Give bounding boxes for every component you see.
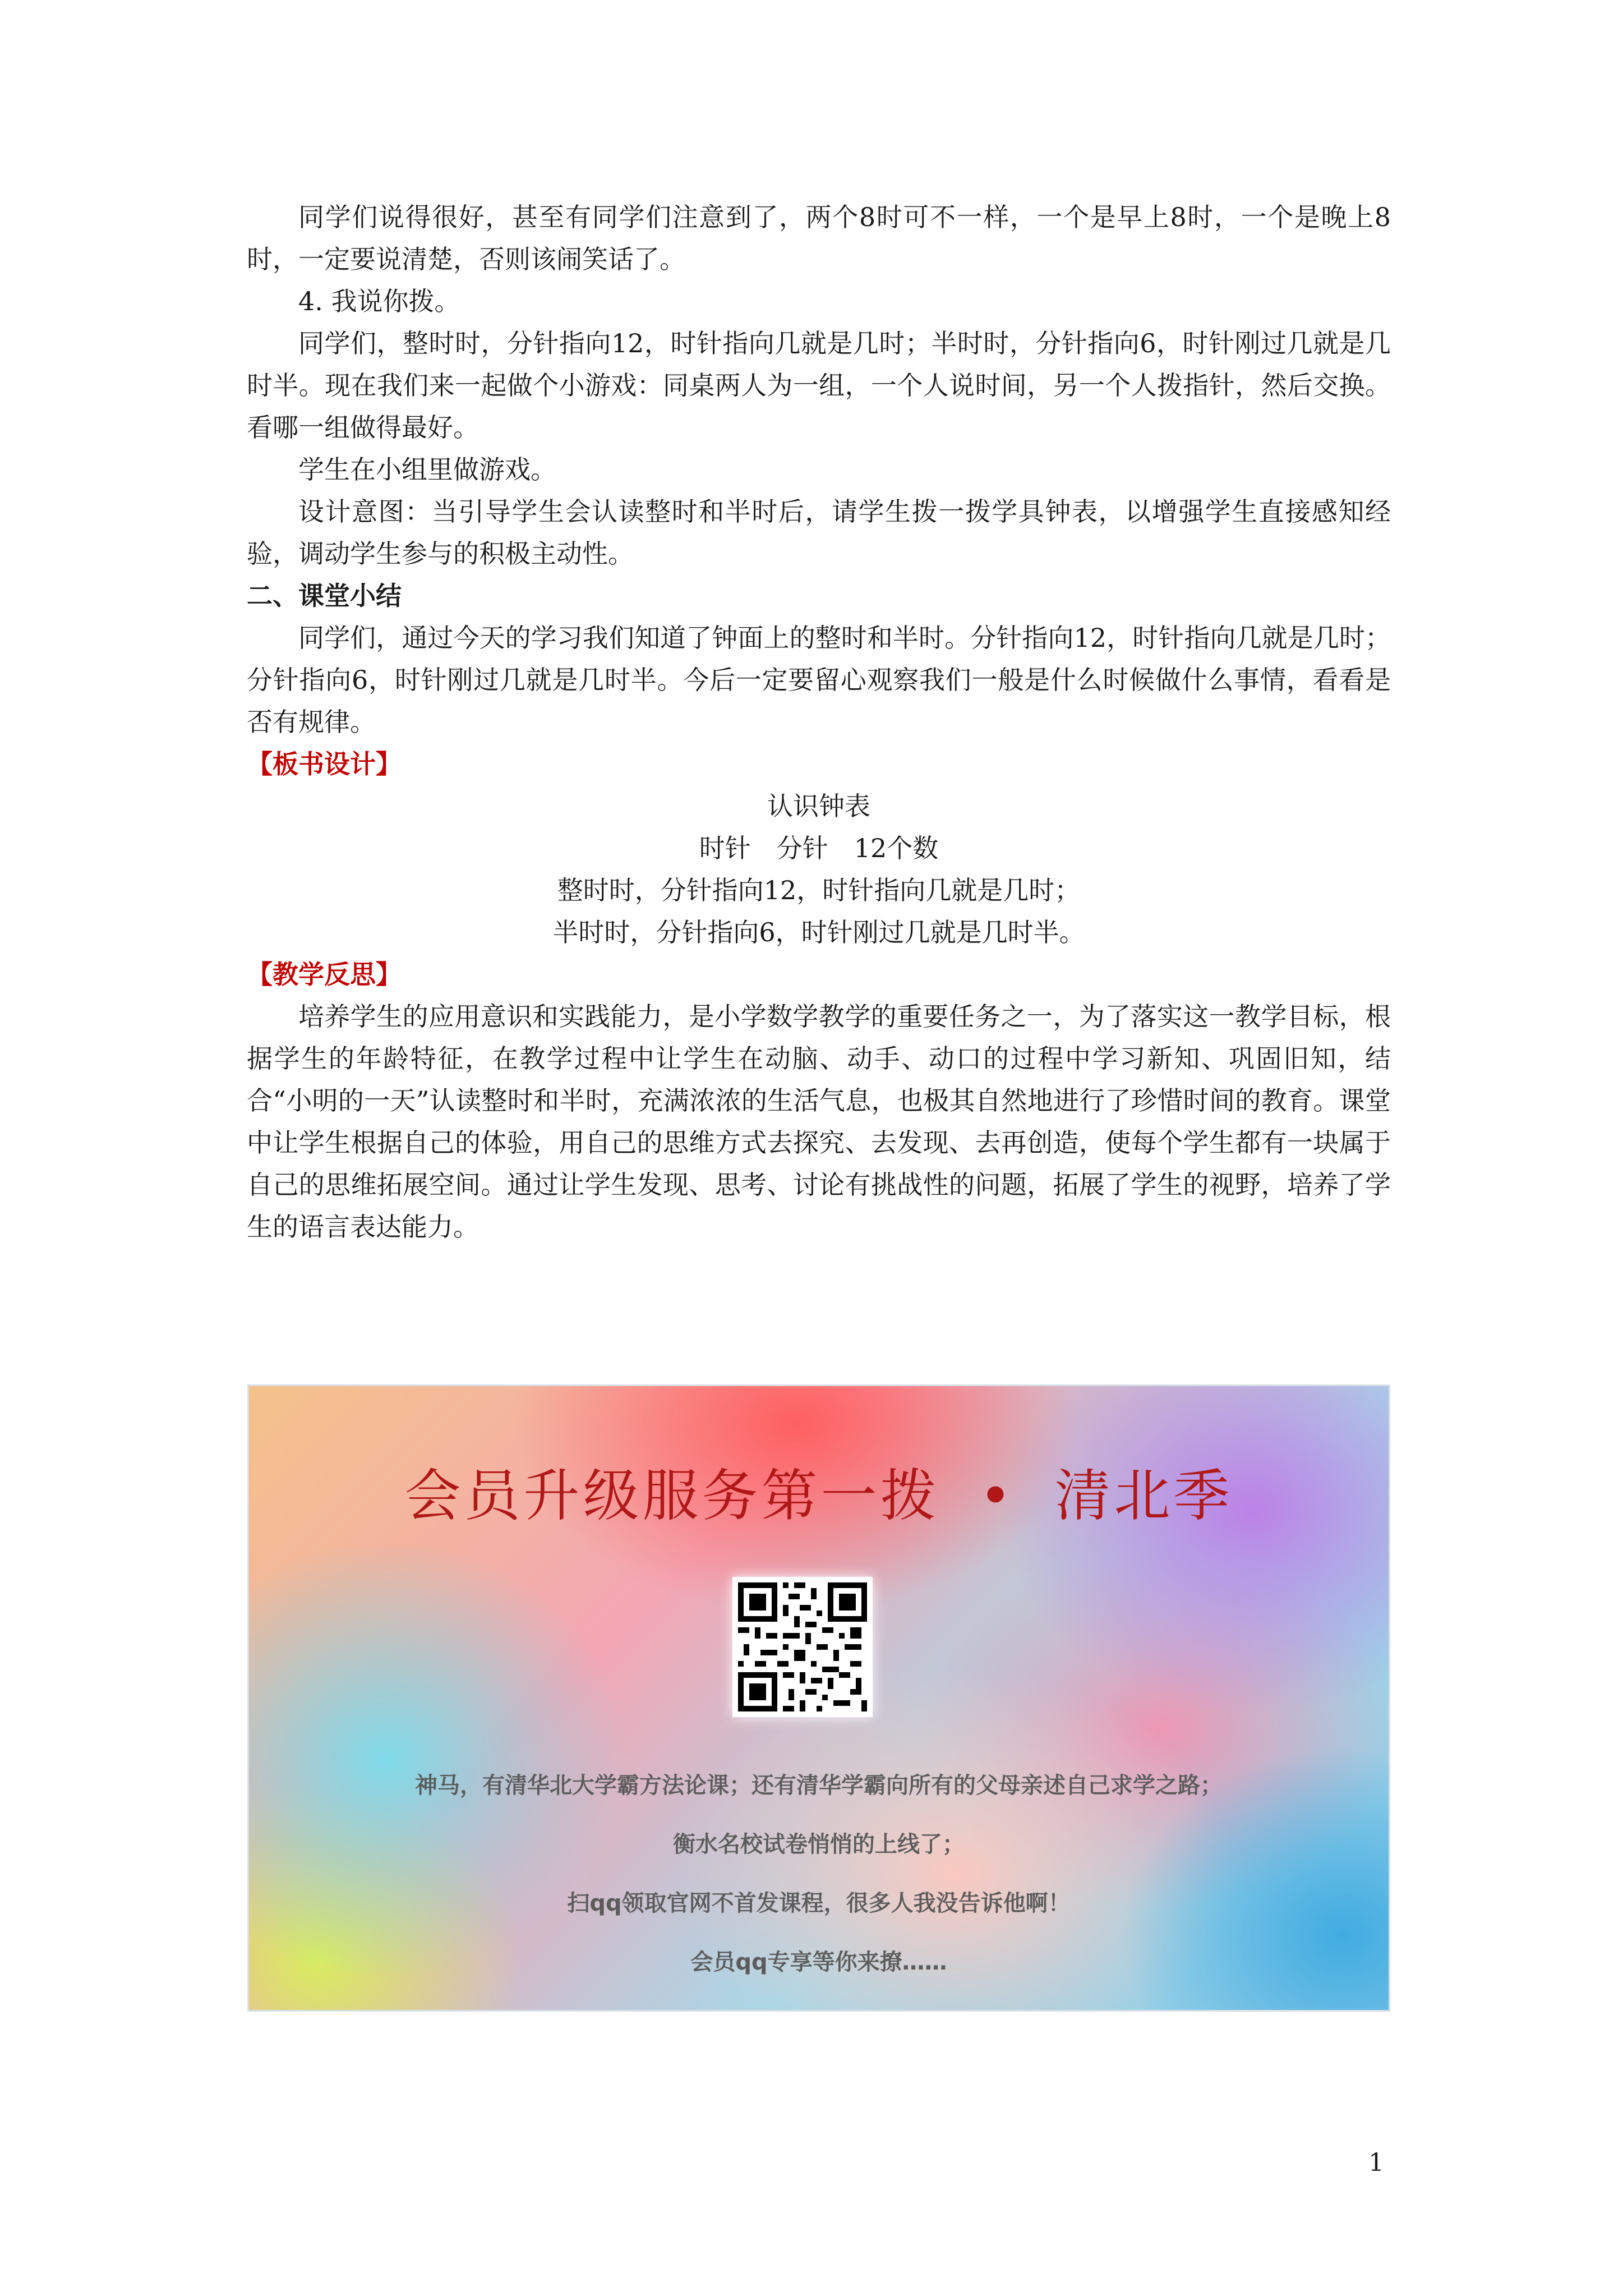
board-line: 半时时，分针指向6，时针刚过几就是几时半。 (552, 917, 1085, 947)
promo-banner[interactable] (247, 1384, 1390, 2012)
board-line: 时针 分针 12个数 (699, 833, 939, 863)
banner-title (249, 1451, 1389, 1531)
banner-line: 衡水名校试卷悄悄的上线了； (673, 1832, 965, 1857)
qr-code-icon[interactable] (732, 1577, 873, 1717)
paragraph: 学生在小组里做游戏。 (298, 454, 556, 485)
board-design-heading: 【板书设计】 (247, 749, 402, 779)
board-line: 整时时，分针指向12，时针指向几就是几时； (557, 875, 1081, 905)
banner-line: 神马，有清华北大学霸方法论课；还有清华学霸向所有的父母亲述自己求学之路； (415, 1773, 1223, 1798)
banner-title-left: 会员升级服务第一拨 (404, 1463, 940, 1529)
paragraph: 同学们，整时时，分针指向12，时针指向几就是几时；半时时，分针指向6，时针刚过几就是几时半。现在我们来一起做个小游戏：同桌两人为一组，一个人说时间，另一个人拨指针，然后交换。看哪一组做得最好。 (247, 328, 1391, 443)
summary-paragraph: 同学们，通过今天的学习我们知道了钟面上的整时和半时。分针指向12，时针指向几就是几时；分针指向6，时针刚过几就是几时半。今后一定要留心观察我们一般是什么时候做什么事情，看看是否有规律。 (247, 623, 1391, 737)
banner-line: 扫qq领取官网不首发课程，很多人我没告诉他啊！ (567, 1890, 1071, 1916)
step-heading: 4. 我说你拨。 (298, 286, 460, 316)
reflection-paragraph: 培养学生的应用意识和实践能力，是小学数学教学的重要任务之一，为了落实这一教学目标，根据学生的年龄特征，在教学过程中让学生在动脑、动手、动口的过程中学习新知、巩固旧知，结合“小明的一天”认读整时和半时，充满浓浓的生活气息，也极其自然地进行了珍惜时间的教育。课堂中让学生根据自己的体验，用自己的思维方式去探究、去发现、去再创造，使每个学生都有一块属于自己的思维拓展空间。通过让学生发现、思考、讨论有挑战性的问题，拓展了学生的视野，培养了学生的语言表达能力。 (247, 1001, 1391, 1242)
banner-title-right: 清北季 (1054, 1463, 1233, 1529)
section-heading-summary: 二、课堂小结 (247, 581, 402, 611)
banner-title-dot: • (979, 1463, 1016, 1529)
board-design-block (247, 785, 1391, 954)
reflection-heading: 【教学反思】 (247, 959, 402, 990)
board-title: 认识钟表 (767, 791, 870, 821)
document-body (247, 196, 1391, 1248)
banner-line: 会员qq专享等你来撩…… (690, 1949, 947, 1975)
page-number: 1 (1368, 2148, 1384, 2177)
paragraph: 同学们说得很好，甚至有同学们注意到了，两个8时可不一样，一个是早上8时，一个是晚上8时，一定要说清楚，否则该闹笑话了。 (247, 202, 1391, 274)
banner-text-block (249, 1756, 1389, 1992)
design-intent-paragraph: 设计意图：当引导学生会认读整时和半时后，请学生拨一拨学具钟表，以增强学生直接感知经验，调动学生参与的积极主动性。 (247, 496, 1391, 569)
